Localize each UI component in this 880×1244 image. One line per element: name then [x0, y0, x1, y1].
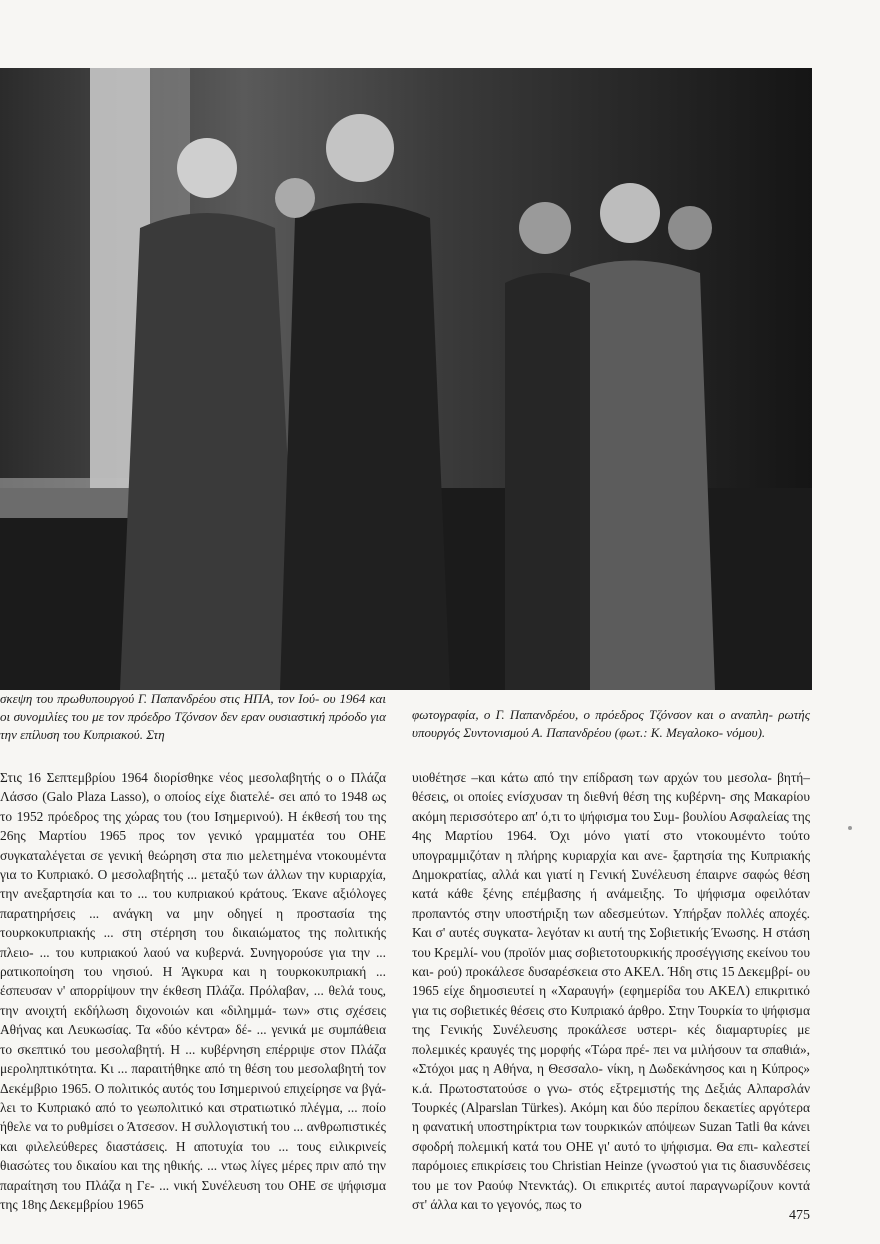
- body-text-left: Στις 16 Σεπτεμβρίου 1964 διορίσθηκε νέος μεσολαβητής ο ο Πλάζα Λάσσο (Galo Plaza Lasso), ο οποίος είχε διατελέ- σει από το 1948 ως το 1952 πρόεδρος της χώρας του (του Ισημερινού). Η έκθεσή του της 26ης Μαρτίου 1965 προς τον γενικό γραμματέα του ΟΗΕ συγκαταλέγεται σε γενική θεώρηση στα πιο μελετημένα ντοκουμέντα για το Κυπριακό. Ο μεσολαβητής ... μεταξύ των άλλων την κυριαρχία, την ανεξαρτησία και το ... του κυπριακού κράτους. Έκανε αξιόλογες παρατηρήσεις ... ανάγκη να μην οδηγεί η προστασία της τουρκοκυπριακής ... στη στέρηση του δικαιώματος της πολιτικής πλειο- ... του κυπριακού λαού να κυβερνά. Συνηγορούσε για την ... ρατικοποίηση του νησιού. Η Άγκυρα και η τουρκοκυπριακή ... έσπευσαν ν' απορρίψουν την έκθεση Πλάζα. Πρόλαβαν, ... θελά τους, την ανοιχτή εκδήλωση διχονοιών και «διλημμά- των» στις σχέσεις Αθήνας και Λευκωσίας. Τα «δύο κέντρα» δέ- ... γενικά με συμπάθεια το σκεπτικό του μεσολαβητή. Η ... κυβέρνηση επέρριψε στον Πλάζα μεροληπτικότητα. Κι ... παραιτήθηκε από τη θέση του μεσολαβητή τον Δεκέμβριο 1965. Ο πολιτικός αυτός του Ισημερινού επιχείρησε να βγά- λει το Κυπριακό από το γεωπολιτικό και στρατιωτικό πλέγμα, ... ποίο ήθελε να το ρυθμίσει ο Άτσεσον. Η συλλογιστική του ... ανθρωπιστικές και φιλελεύθερες διαστάσεις. Η αποτυχία του ... τους ειλικρινείς θιασώτες του δικαίου και της ηθικής. ... ντως λίγες μέρες πριν από την παραίτηση του Πλάζα η Γε- ... νική Συνέλευση του ΟΗΕ σε ψήφισμα της 18ης Δεκεμβρίου 1965: [0, 770, 386, 1212]
- margin-mark: [848, 826, 852, 830]
- historical-photograph: [0, 68, 812, 690]
- photo-caption-left: σκεψη του πρωθυπουργού Γ. Παπανδρέου στις ΗΠΑ, τον Ιού- ου 1964 και οι συνομιλίες του με τον πρόεδρο Τζόνσον δεν εραν ουσιαστική πρόοδο για την επίλυση του Κυπριακού. Στη: [0, 691, 386, 742]
- body-column-right: [412, 768, 810, 1214]
- page-number: 475: [789, 1208, 810, 1223]
- photo-caption-right: φωτογραφία, ο Γ. Παπανδρέου, ο πρόεδρος Τζόνσον και ο αναπλη- ρωτής υπουργός Συντονισμού Α. Παπανδρέου (φωτ.: Κ. Μεγαλοκο- νόμου).: [412, 707, 810, 740]
- body-column-left: [0, 768, 386, 1214]
- body-text-right: υιοθέτησε –και κάτω από την επίδραση των αρχών του μεσολα- βητή– θέσεις, οι οποίες ενίσχυσαν τη διεθνή θέση της κυβέρνη- σης Μακαρίου ακόμη περισσότερο απ' ό,τι το ψήφισμα του Συμ- βουλίου Ασφαλείας της 4ης Μαρτίου 1964. Όχι μόνο γιατί στο ντοκουμέντο τούτο υπογραμμιζόταν η πλήρης κυριαρχία και ανε- ξαρτησία της Κυπριακής Δημοκρατίας, αλλά και γιατί η Γενική Συνέλευση έπαιρνε σαφώς θέση κατά κάθε ξένης επέμβασης ή ανάμειξης. Το ψήφισμα οφειλόταν προπαντός στην υποστήριξη των αδεσμεύτων. Υπήρξαν πολλές αποχές. Και σ' αυτές συγκατα- λεγόταν κι αυτή της Σοβιετικής Ένωσης. Η στάση του Κρεμλί- νου (προϊόν μιας σοβιετοτουρκικής προσέγγισης εκείνου του και- ρού) προκάλεσε δυσαρέσκεια στο ΑΚΕΛ. Ήδη στις 15 Δεκεμβρί- ου 1965 είχε δημοσιευτεί η «Χαραυγή» (εφημερίδα του ΑΚΕΛ) επικριτικό για τις σοβιετικές θέσεις στο Κυπριακό άρθρο. Στην Τουρκία το ψήφισμα της Γενικής Συνέλευσης προκάλεσε υστερι- κές διαμαρτυρίες με πολεμικές κραυγές της μορφής «Τώρα πρέ- πει να μιλήσουν τα σπαθιά», «Στόχοι μας η Αθήνα, η Θεσσαλο- νίκη, η Δωδεκάνησος και η Κύπρος» κ.ά. Πρωτοστατούσε ο γνω- στός εξτρεμιστής της Δεξιάς Αλπαρσλάν Τουρκές (Alparslan Türkes). Ακόμη και δύο περίπου δεκαετίες αργότερα η φανατική υποστηρίκτρια των τουρκικών απόψεων Suzan Tatli θα κάνει σφοδρή πολεμική κατά του ΟΗΕ γι' αυτό το ψήφισμα. Θα επι- καλεστεί παρόμοιες επικρίσεις του Christian Heinze (γνωστού για τις διασυνδέσεις του με τον Ραούφ Ντενκτάς). Οι επικριτές αυτοί παραγνωρίζουν κοντά στ' άλλα και το γεγονός, πως το: [412, 770, 810, 1212]
- black-and-white-photo-icon: [0, 68, 812, 690]
